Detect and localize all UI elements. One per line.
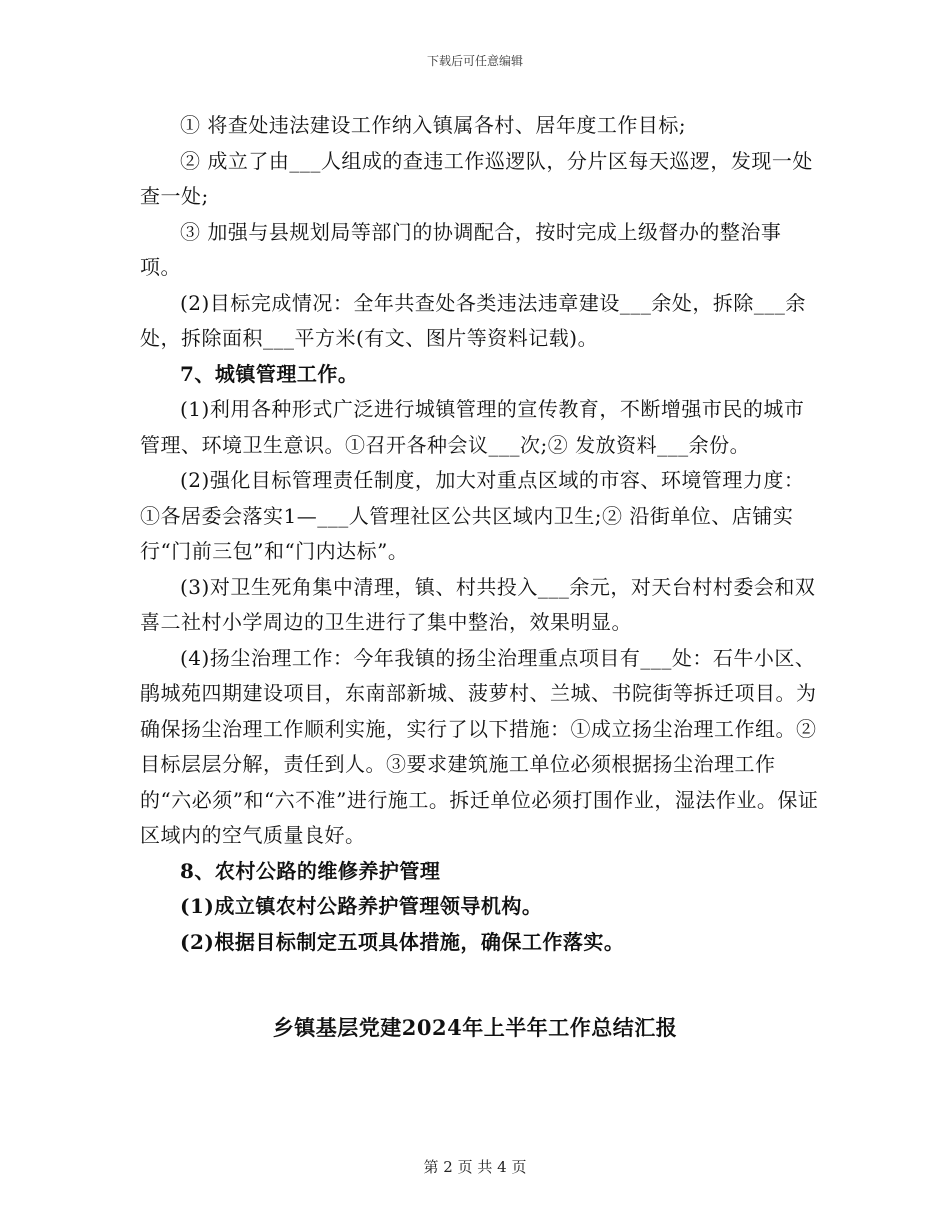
paragraph-road-agency: (1)成立镇农村公路养护管理领导机构。 [180,894,543,918]
page-header: 下载后可任意编辑 [426,54,523,68]
paragraph-target-completion: (2)目标完成情况：全年共查处各类违法违章建设___余处，拆除___余处，拆除面积___平方米(有文、图片等资料记载)。 [140,290,806,350]
paragraph-responsibility: (2)强化目标管理责任制度，加大对重点区域的市容、环境管理力度：①各居委会落实1—___人管理社区公共区域内卫生;② 沿街单位、店铺实行“门前三包”和“门内达标”。 [140,468,805,563]
section-heading-8: 8、农村公路的维修养护管理 [180,858,441,883]
paragraph-publicity: (1)利用各种形式广泛进行城镇管理的宣传教育，不断增强市民的城市管理、环境卫生意识。①召开各种会议___次;② 发放资料___余份。 [140,397,805,457]
paragraph-item-1: ① 将查处违法建设工作纳入镇属各村、居年度工作目标; [180,113,687,137]
paragraph-item-2: ② 成立了由___人组成的查违工作巡逻队，分片区每天巡逻，发现一处查一处; [140,148,813,208]
paragraph-dust-control: (4)扬尘治理工作：今年我镇的扬尘治理重点项目有___处：石牛小区、鹃城苑四期建设项目，东南部新城、菠萝村、兰城、书院街等拆迁项目。为确保扬尘治理工作顺利实施，实行了以下措施：①成立扬尘治理工作组。②目标层层分解，责任到人。③要求建筑施工单位必须根据扬尘治理工作的“六必须”和“六不准”进行施工。拆迁单位必须打围作业，湿法作业。保证区域内的空气质量良好。 [140,645,819,847]
paragraph-sanitation: (3)对卫生死角集中清理，镇、村共投入___余元，对天台村村委会和双喜二社村小学周边的卫生进行了集中整治，效果明显。 [140,574,816,634]
paragraph-road-measures: (2)根据目标制定五项具体措施，确保工作落实。 [180,929,625,954]
section-heading-7: 7、城镇管理工作。 [180,361,359,386]
page-footer: 第 2 页 共 4 页 [423,1158,527,1176]
paragraph-item-3: ③ 加强与县规划局等部门的协调配合，按时完成上级督办的整治事项。 [140,219,782,279]
document-title: 乡镇基层党建2024年上半年工作总结汇报 [272,1015,678,1040]
document-body [140,108,820,960]
